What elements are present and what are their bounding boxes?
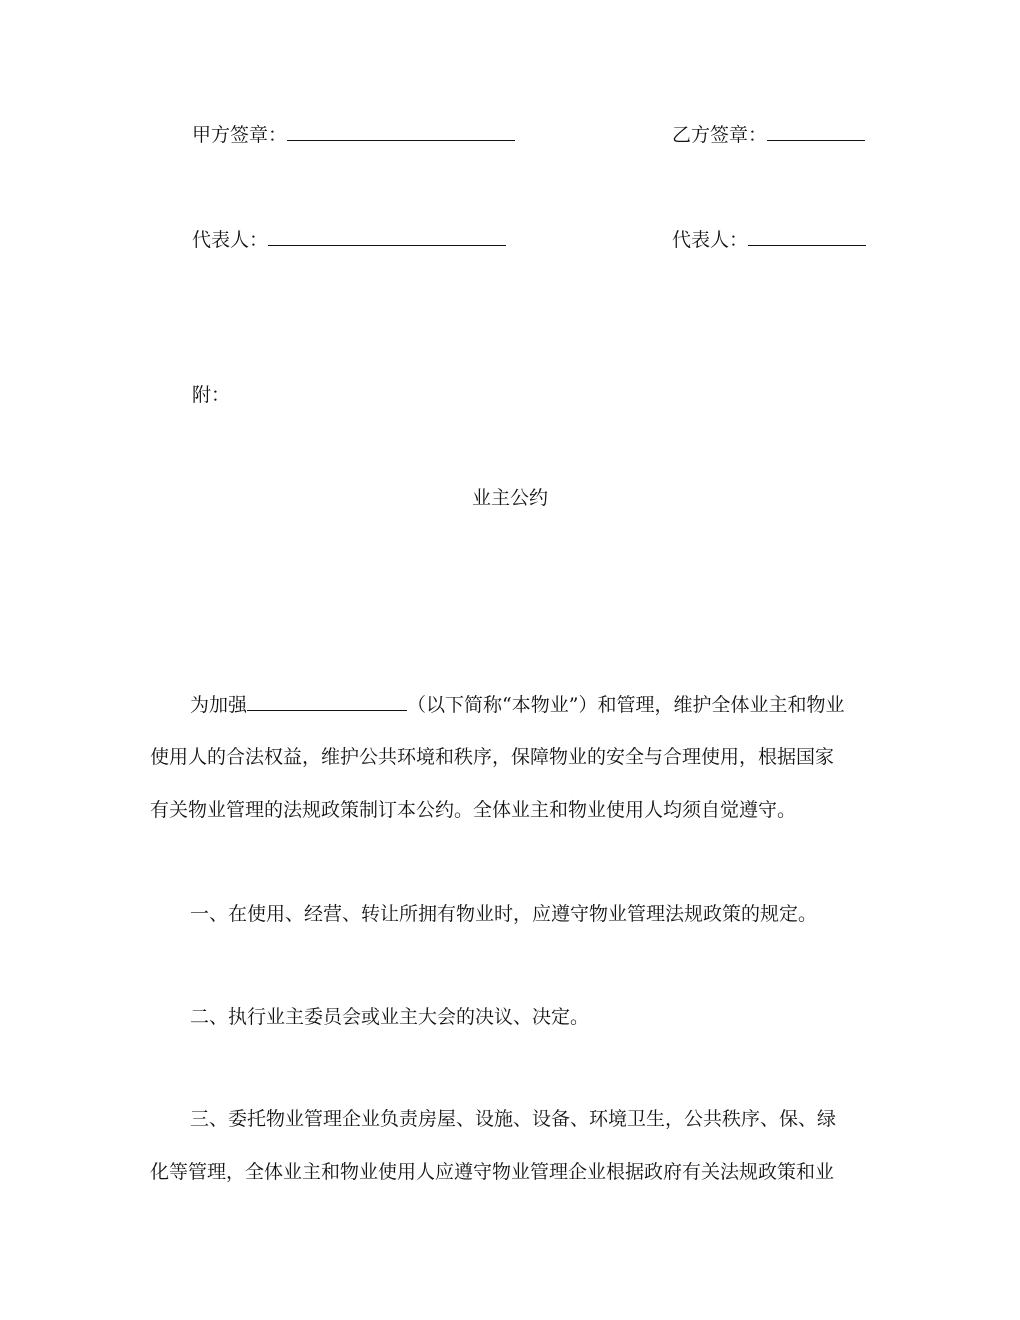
party-a-rep-label: 代表人： xyxy=(192,229,269,251)
intro-line-3: 有关物业管理的法规政策制订本公约。全体业主和物业使用人均须自觉遵守。 xyxy=(150,799,797,821)
property-name-blank xyxy=(247,692,407,711)
party-b-seal-label: 乙方签章： xyxy=(672,124,768,146)
clause-1-text: 一、在使用、经营、转让所拥有物业时，应遵守物业管理法规政策的规定。 xyxy=(190,903,818,925)
party-a-rep-blank xyxy=(268,227,506,246)
party-b-rep-row xyxy=(672,227,866,252)
clause-3 xyxy=(150,1107,870,1213)
clause-2 xyxy=(150,1005,870,1058)
intro-line-1-post: （以下简称“本物业”）和管理，维护全体业主和物业 xyxy=(407,694,845,716)
party-a-seal-blank xyxy=(287,122,515,141)
intro-line-1 xyxy=(150,692,870,745)
clause-2-text: 二、执行业主委员会或业主大会的决议、决定。 xyxy=(190,1006,590,1028)
page-title: 业主公约 xyxy=(471,487,548,509)
party-b-rep-blank xyxy=(748,227,866,246)
clause-3-line-1: 三、委托物业管理企业负责房屋、设施、设备、环境卫生，公共秩序、保、绿 xyxy=(190,1108,837,1130)
intro-line-2: 使用人的合法权益，维护公共环境和秩序，保障物业的安全与合理使用，根据国家 xyxy=(150,746,835,768)
party-b-rep-label: 代表人： xyxy=(672,229,749,251)
party-a-rep-row xyxy=(192,227,506,252)
party-a-seal-row xyxy=(192,122,515,147)
party-b-seal-row xyxy=(672,122,865,147)
clause-3-line-2: 化等管理，全体业主和物业使用人应遵守物业管理企业根据政府有关法规政策和业 xyxy=(150,1161,835,1183)
party-a-seal-label: 甲方签章： xyxy=(192,124,288,146)
intro-line-1-pre: 为加强 xyxy=(190,694,248,716)
clause-1 xyxy=(150,902,870,955)
intro-paragraph xyxy=(150,692,870,851)
party-b-seal-blank xyxy=(767,122,865,141)
appendix-label: 附： xyxy=(192,384,231,406)
